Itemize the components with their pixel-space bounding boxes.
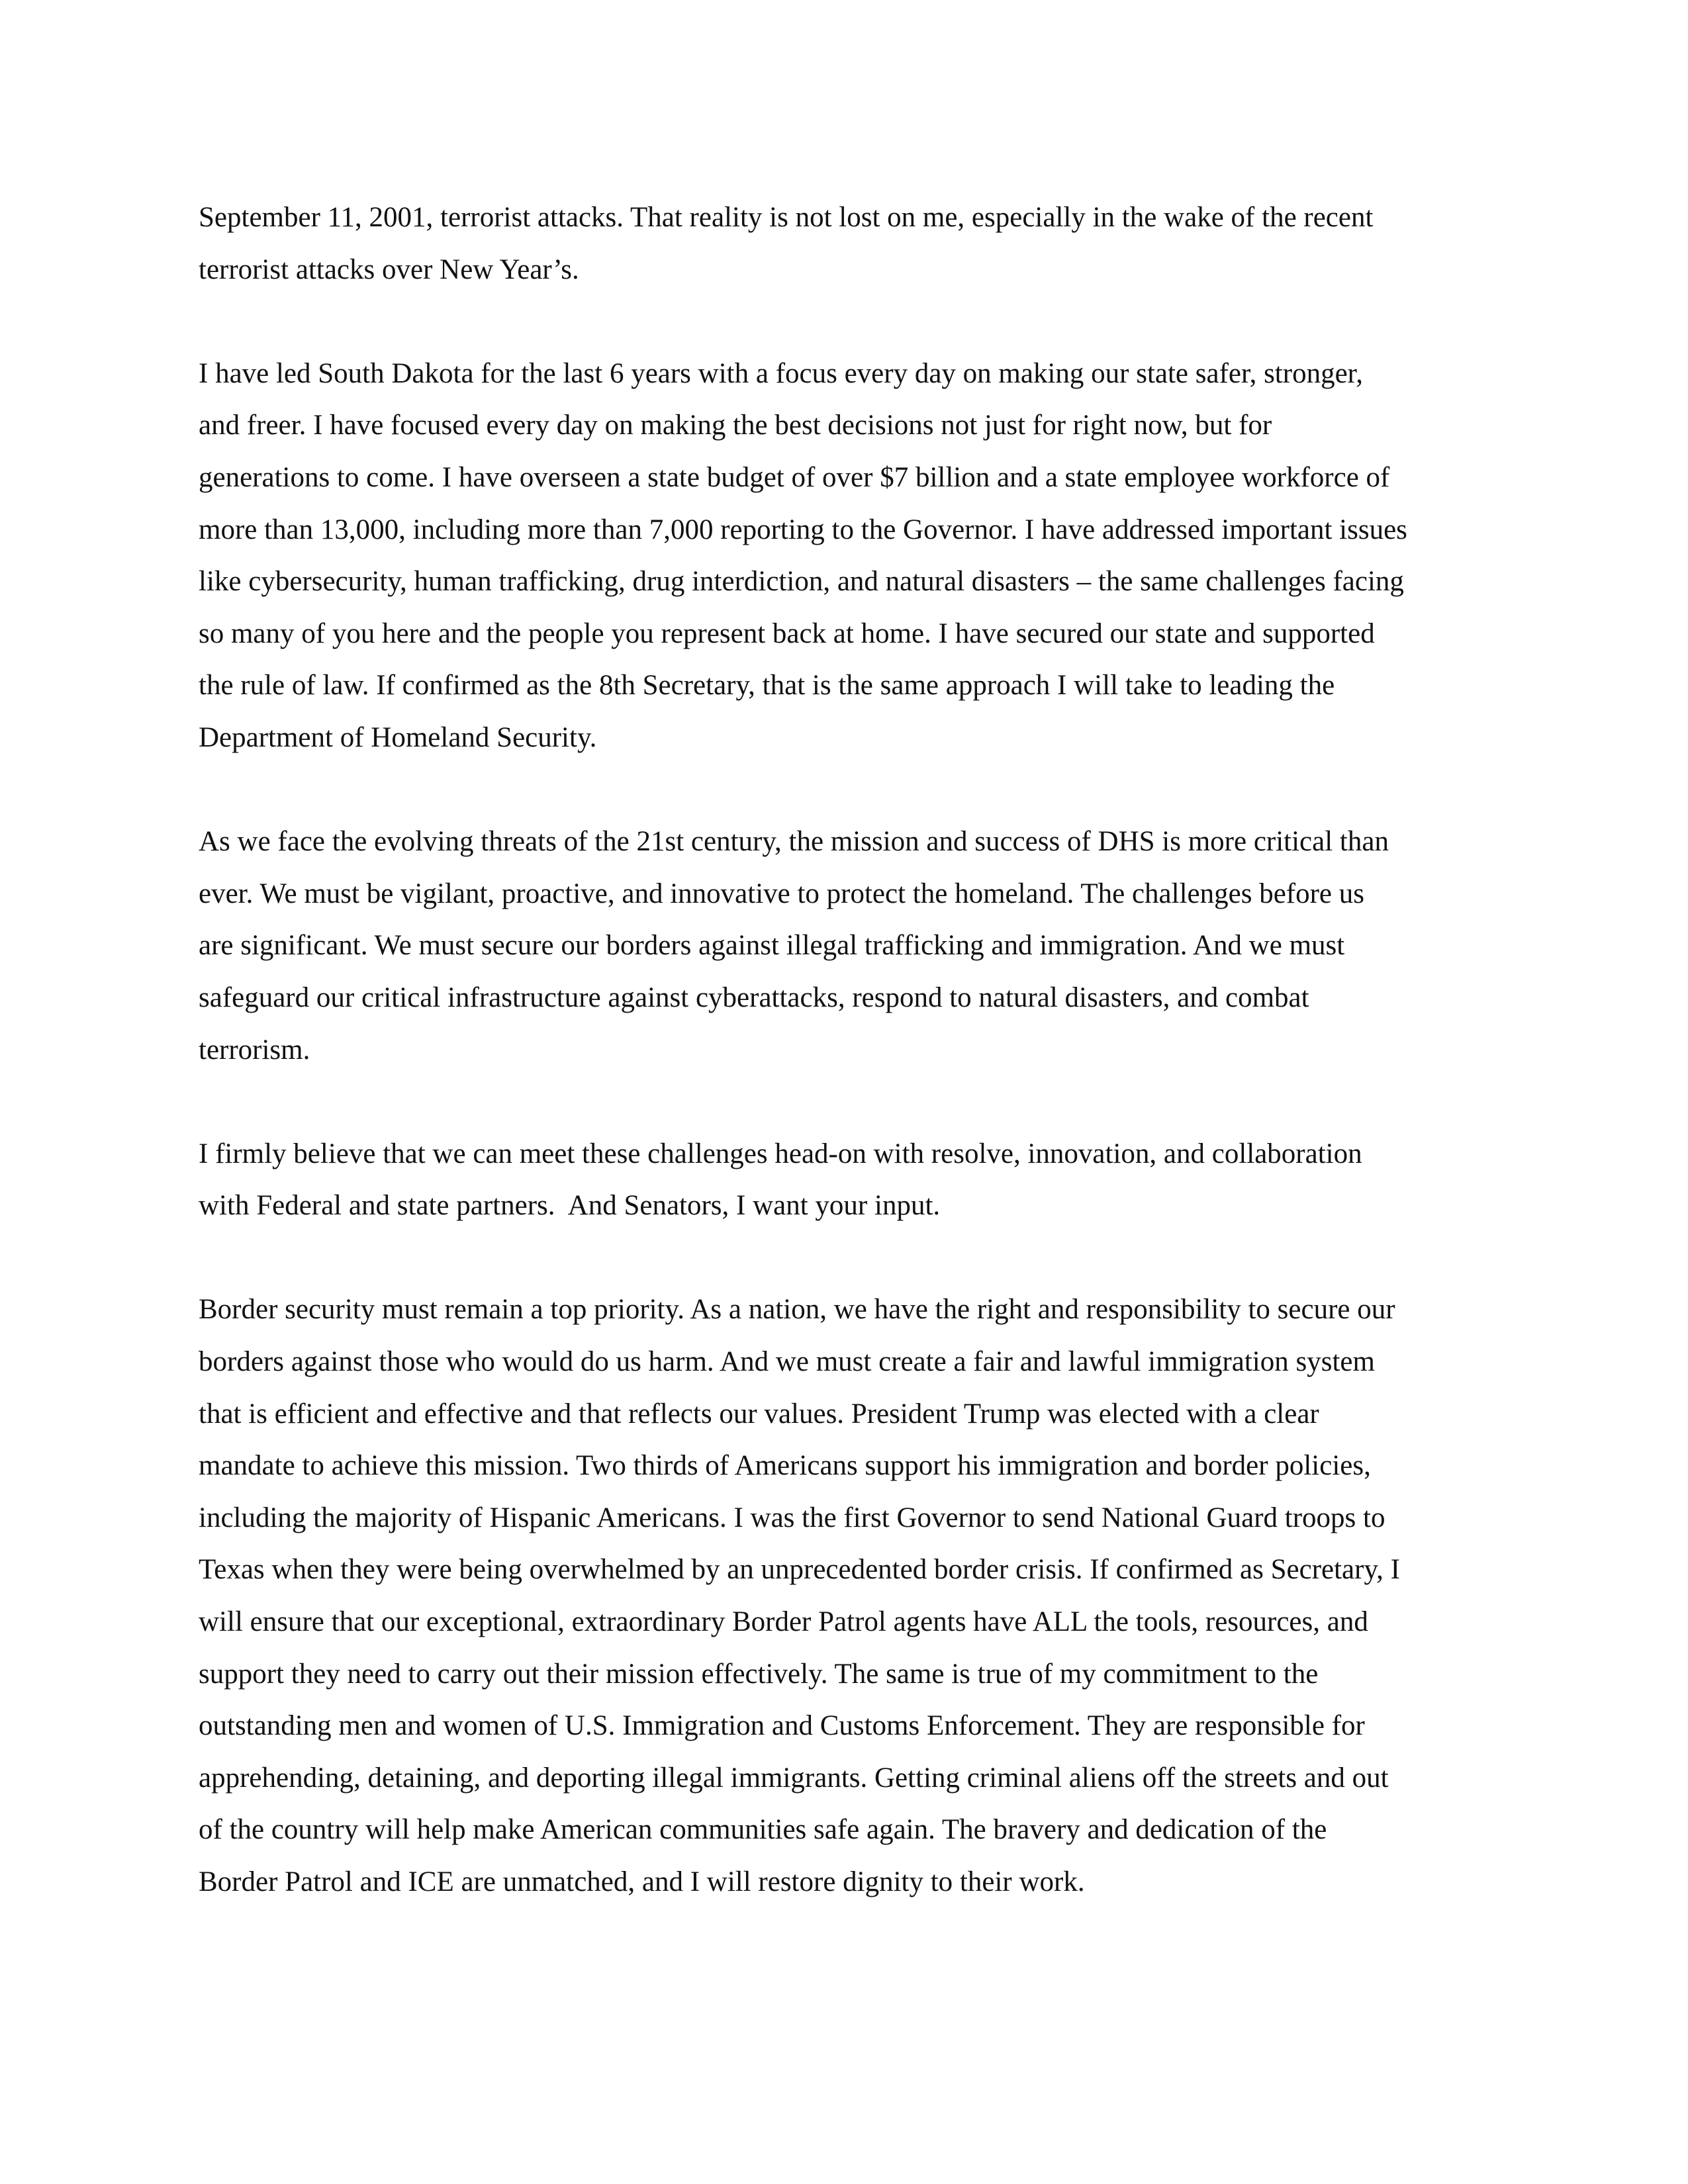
text-line: apprehending, detaining, and deporting illegal immigrants. Getting criminal aliens off the streets and out <box>199 1762 1389 1794</box>
text-line: September 11, 2001, terrorist attacks. That reality is not lost on me, especially in the wake of the recent <box>199 202 1374 233</box>
text-line: terrorism. <box>199 1034 310 1066</box>
text-line: I have led South Dakota for the last 6 years with a focus every day on making our state safer, stronger, <box>199 357 1364 389</box>
text-line: Border Patrol and ICE are unmatched, and I will restore dignity to their work. <box>199 1866 1085 1897</box>
paragraph-dhs-mission <box>199 816 1496 1076</box>
text-line: that is efficient and effective and that reflects our values. President Trump was elected with a clear <box>199 1398 1319 1430</box>
text-line: ever. We must be vigilant, proactive, and innovative to protect the homeland. The challenges before us <box>199 878 1364 909</box>
text-line: I firmly believe that we can meet these challenges head-on with resolve, innovation, and collaboration <box>199 1138 1362 1169</box>
paragraph-collaboration <box>199 1128 1496 1232</box>
paragraph-border-security <box>199 1284 1496 1908</box>
text-line: Department of Homeland Security. <box>199 721 597 753</box>
text-line: including the majority of Hispanic Americans. I was the first Governor to send National Guard troops to <box>199 1502 1385 1533</box>
text-line: the rule of law. If confirmed as the 8th Secretary, that is the same approach I will take to leading the <box>199 670 1335 702</box>
text-line: As we face the evolving threats of the 21st century, the mission and success of DHS is more critical than <box>199 826 1389 858</box>
paragraph-attacks-reality <box>199 192 1496 296</box>
text-line: are significant. We must secure our borders against illegal trafficking and immigration. And we must <box>199 930 1345 962</box>
text-line: with Federal and state partners. And Senators, I want your input. <box>199 1190 941 1222</box>
text-line: will ensure that our exceptional, extraordinary Border Patrol agents have ALL the tools, resources, and <box>199 1606 1368 1638</box>
text-line: of the country will help make American communities safe again. The bravery and dedication of the <box>199 1814 1327 1846</box>
paragraph-south-dakota-record <box>199 348 1496 764</box>
text-line: so many of you here and the people you represent back at home. I have secured our state and supported <box>199 617 1375 649</box>
text-line: Border security must remain a top priority. As a nation, we have the right and responsibility to secure our <box>199 1294 1395 1326</box>
text-line: mandate to achieve this mission. Two thirds of Americans support his immigration and border policies, <box>199 1450 1371 1482</box>
text-line: support they need to carry out their mission effectively. The same is true of my commitment to the <box>199 1658 1319 1690</box>
text-line: Texas when they were being overwhelmed by an unprecedented border crisis. If confirmed as Secretary, I <box>199 1554 1400 1586</box>
text-line: terrorist attacks over New Year’s. <box>199 253 579 285</box>
text-line: safeguard our critical infrastructure against cyberattacks, respond to natural disasters, and combat <box>199 981 1309 1013</box>
text-line: borders against those who would do us harm. And we must create a fair and lawful immigration system <box>199 1346 1375 1378</box>
text-line: generations to come. I have overseen a state budget of over $7 billion and a state employee workforce of <box>199 461 1390 493</box>
text-line: more than 13,000, including more than 7,000 reporting to the Governor. I have addressed important issues <box>199 514 1407 545</box>
text-line: and freer. I have focused every day on making the best decisions not just for right now, but for <box>199 410 1272 441</box>
text-line: like cybersecurity, human trafficking, drug interdiction, and natural disasters – the same challenges facing <box>199 566 1404 598</box>
text-line: outstanding men and women of U.S. Immigration and Customs Enforcement. They are responsible for <box>199 1710 1365 1742</box>
document-body <box>199 192 1496 1960</box>
